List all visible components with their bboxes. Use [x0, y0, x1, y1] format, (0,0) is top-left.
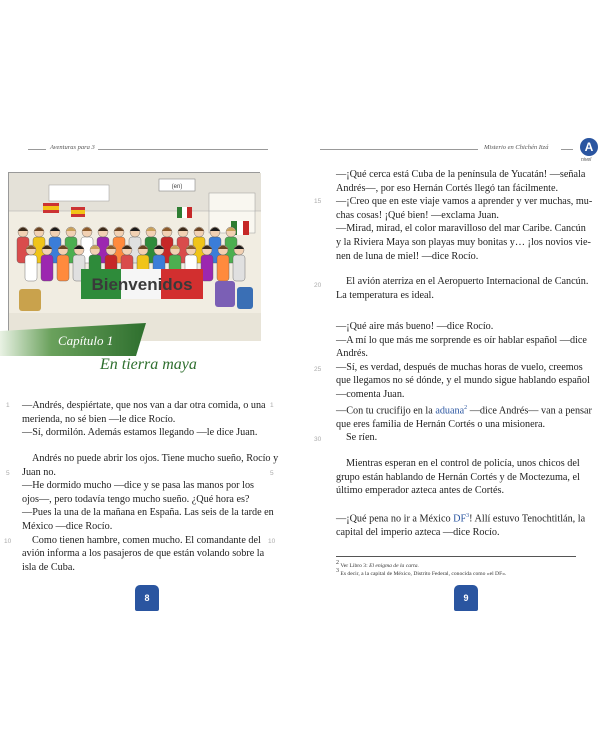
text-line: —Con tu crucifijo en la aduana$^2$ —dice Andrés— van a pensar [336, 404, 592, 416]
line-number: 15 [314, 198, 322, 205]
running-header-text: Aventuras para 3 [50, 144, 95, 151]
line-number: 5 [270, 470, 274, 477]
text-line: La temperatura es ideal. [336, 289, 434, 301]
paragraph [336, 510, 586, 540]
text-line: —¡Qué cerca está Cuba de la península de Yucatán! —señala [336, 169, 586, 180]
line-number: 20 [314, 282, 322, 289]
text-line: avión informa a los pasajeros de que están volando sobre la [22, 548, 265, 560]
footnote: 3 Es decir, a la capital de México, Distrito Federal, conocida como «el DF». [336, 568, 507, 577]
text-line: isla de Cuba. [22, 561, 75, 573]
text-line: que eres familia de Hernán Cortés o una misionera. [336, 418, 546, 430]
text-line: que llegamos no sé dónde, y el mundo sigue hablando español [336, 375, 590, 387]
text-line: Andrés no puede abrir los ojos. Tiene mucho sueño, Rocío y [32, 453, 279, 464]
text-line: Andrés—, por eso Hernán Cortés llegó tan fácilmente. [336, 182, 559, 194]
text-line: —A mí lo que más me sorprende es oír hablar español —dice [336, 334, 587, 346]
line-number: 10 [4, 538, 12, 545]
text-line: Mientras esperan en el control de policía, unos chicos del [346, 458, 580, 469]
text-line: grupo están hablando de Hernán Cortés y de Moctezuma, el [336, 471, 580, 483]
chapter-title: En tierra maya [100, 356, 197, 373]
text-line: —¡Qué aire más bueno! —dice Rocío. [336, 321, 494, 332]
paragraph [22, 399, 266, 440]
line-number: 30 [314, 436, 322, 443]
text-line: El avión aterriza en el Aeropuerto Internacional de Cancún. [346, 276, 589, 287]
text-line: —¡Creo que en este viaje vamos a aprender y ver muchas, mu- [336, 196, 593, 208]
text-line: Como tienen hambre, comen mucho. El comandante del [32, 534, 261, 546]
text-line: chas cosas! ¡Qué bien! —exclama Juan. [336, 209, 499, 221]
paragraph [336, 168, 593, 263]
text-line: ojos—, pero todavía tengo mucho sueño. ¿Qué hora es? [22, 493, 250, 505]
text-line: —Pues la una de la mañana en España. Las seis de la tarde en [22, 507, 274, 519]
footnote-rule [336, 556, 576, 557]
right-page [300, 0, 600, 750]
text-line: nen de luna de miel! —dice Rocío. [336, 250, 479, 262]
text-line: Andrés. [336, 348, 368, 360]
paragraph [336, 457, 580, 498]
footnote-ref[interactable]: 3 [466, 513, 470, 519]
level-badge: A [580, 138, 598, 156]
line-number: 1 [270, 402, 274, 409]
text-line: —He dormido mucho —dice y se pasa las manos por los [22, 480, 255, 492]
paragraph [336, 320, 592, 445]
glossary-link-aduana[interactable]: aduana [435, 404, 465, 416]
line-number: 5 [6, 470, 10, 477]
text-line: —Sí, dormilón. Además estamos llegando —le dice Juan. [22, 427, 258, 439]
text-line: merienda, no sé bien —le dice Rocío. [22, 413, 176, 425]
text-line: Juan no. [22, 466, 56, 478]
text-line: —Andrés, despiértate, que nos van a dar otra comida, o una [22, 400, 266, 411]
illus-banner-text: Bienvenidos [91, 275, 193, 294]
footnote: 2 Ver Libro 3: El enigma de la carta. [336, 560, 419, 569]
glossary-link-df[interactable]: DF [453, 513, 467, 525]
chapter-illustration [8, 172, 260, 340]
running-header-text: Misterio en Chichén Itzá [484, 144, 549, 151]
chapter-label: Capítulo 1 [58, 333, 114, 348]
text-line: capital del imperio azteca —dice Rocío. [336, 526, 500, 538]
text-line: Se ríen. [346, 432, 378, 444]
page-number: 9 [454, 585, 478, 611]
text-line: y la Riviera Maya son playas muy bonitas y… ¡los novios vie- [336, 236, 591, 248]
illus-sign-text: (en) [171, 184, 183, 190]
line-number: 1 [6, 402, 10, 409]
paragraph [336, 275, 589, 302]
line-number: 25 [314, 366, 322, 373]
text-line: último emperador azteca antes de Cortés. [336, 485, 505, 497]
text-line: —comenta Juan. [336, 388, 405, 400]
text-line: México —dice Rocío. [22, 520, 113, 532]
footnote-ref[interactable]: 2 [464, 404, 468, 411]
text-line: —Mirad, mirad, el color maravilloso del mar Caribe. Cancún [336, 223, 586, 235]
level-badge-sub: nivel [581, 157, 592, 163]
page-number: 8 [135, 585, 159, 611]
text-line: —¡Qué pena no ir a México $DF^3$! Allí estuvo Tenochtitlán, la [336, 513, 586, 525]
text-line: —Sí, es verdad, después de muchas horas de vuelo, creemos [336, 361, 583, 373]
line-number: 10 [268, 538, 276, 545]
